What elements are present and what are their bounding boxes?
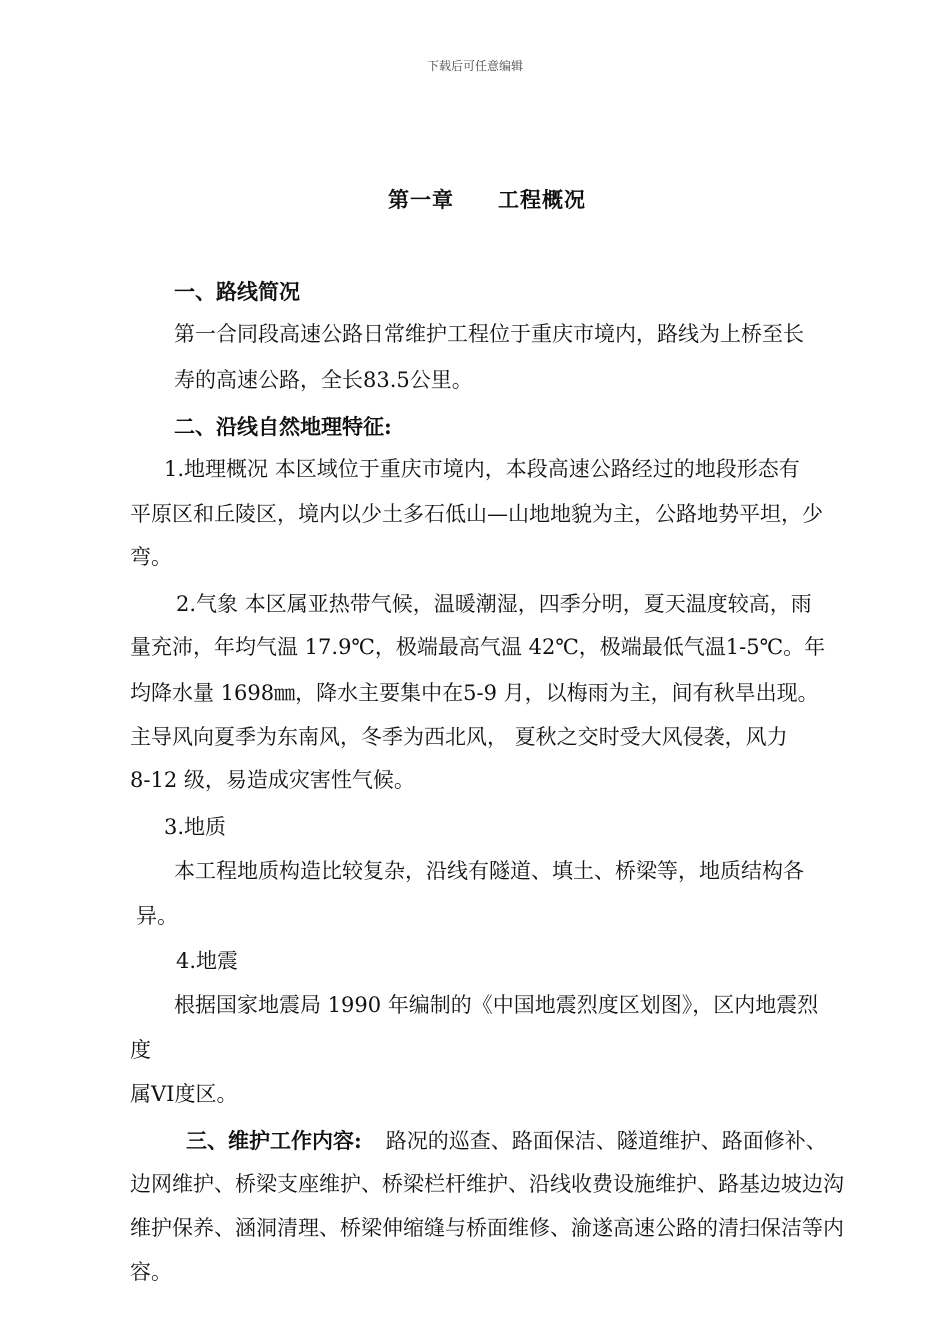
- paragraph-line: 边网维护、桥梁支座维护、桥梁栏杆维护、沿线收费设施维护、路基边坡边沟: [130, 1172, 844, 1196]
- section-heading: 三、维护工作内容:: [186, 1128, 362, 1153]
- item-title: 3.地质: [164, 815, 227, 839]
- paragraph-line: 维护保养、涵洞清理、桥梁伸缩缝与桥面维修、渝遂高速公路的清扫保洁等内: [130, 1216, 844, 1240]
- chapter-title: [388, 189, 586, 210]
- paragraph-line: 度: [130, 1038, 151, 1062]
- paragraph-line: 量充沛，年均气温 17.9℃，极端最高气温 42℃，极端最低气温1-5℃。年: [130, 635, 826, 659]
- paragraph-line: 主导风向夏季为东南风，冬季为西北风， 夏秋之交时受大风侵袭，风力: [130, 725, 788, 749]
- paragraph-line: 根据国家地震局 1990 年编制的《中国地震烈度区划图》，区内地震烈: [174, 993, 819, 1017]
- page-header-note: 下载后可任意编辑: [426, 59, 523, 73]
- chapter-number: 第一章: [388, 187, 454, 212]
- paragraph-line: 容。: [130, 1260, 172, 1284]
- paragraph-line: 弯。: [130, 545, 172, 569]
- paragraph-line: 平原区和丘陵区，境内以少土多石低山—山地地貌为主，公路地势平坦，少: [130, 502, 823, 526]
- paragraph-line: 第一合同段高速公路日常维护工程位于重庆市境内，路线为上桥至长: [174, 322, 804, 346]
- section-heading-line: [186, 1130, 827, 1152]
- paragraph-line: 1.地理概况 本区域位于重庆市境内，本段高速公路经过的地段形态有: [164, 457, 800, 481]
- chapter-name: 工程概况: [498, 187, 586, 212]
- section-heading: 二、沿线自然地理特征:: [174, 414, 392, 439]
- paragraph-line: 属VI度区。: [130, 1082, 238, 1106]
- paragraph-line: 本工程地质构造比较复杂，沿线有隧道、填土、桥梁等，地质结构各: [174, 859, 804, 883]
- item-title: 4.地震: [176, 949, 239, 973]
- paragraph-line: 路况的巡查、路面保洁、隧道维护、路面修补、: [385, 1129, 827, 1153]
- paragraph-line: 均降水量 1698㎜，降水主要集中在5-9 月，以梅雨为主，间有秋旱出现。: [130, 681, 819, 705]
- paragraph-line: 8-12 级，易造成灾害性气候。: [130, 768, 415, 792]
- paragraph-line: 寿的高速公路，全长83.5公里。: [174, 368, 473, 392]
- paragraph-line: 异。: [136, 904, 178, 928]
- paragraph-line: 2.气象 本区属亚热带气候，温暖潮湿，四季分明，夏天温度较高，雨: [176, 592, 812, 616]
- section-heading: 一、路线简况: [174, 279, 300, 304]
